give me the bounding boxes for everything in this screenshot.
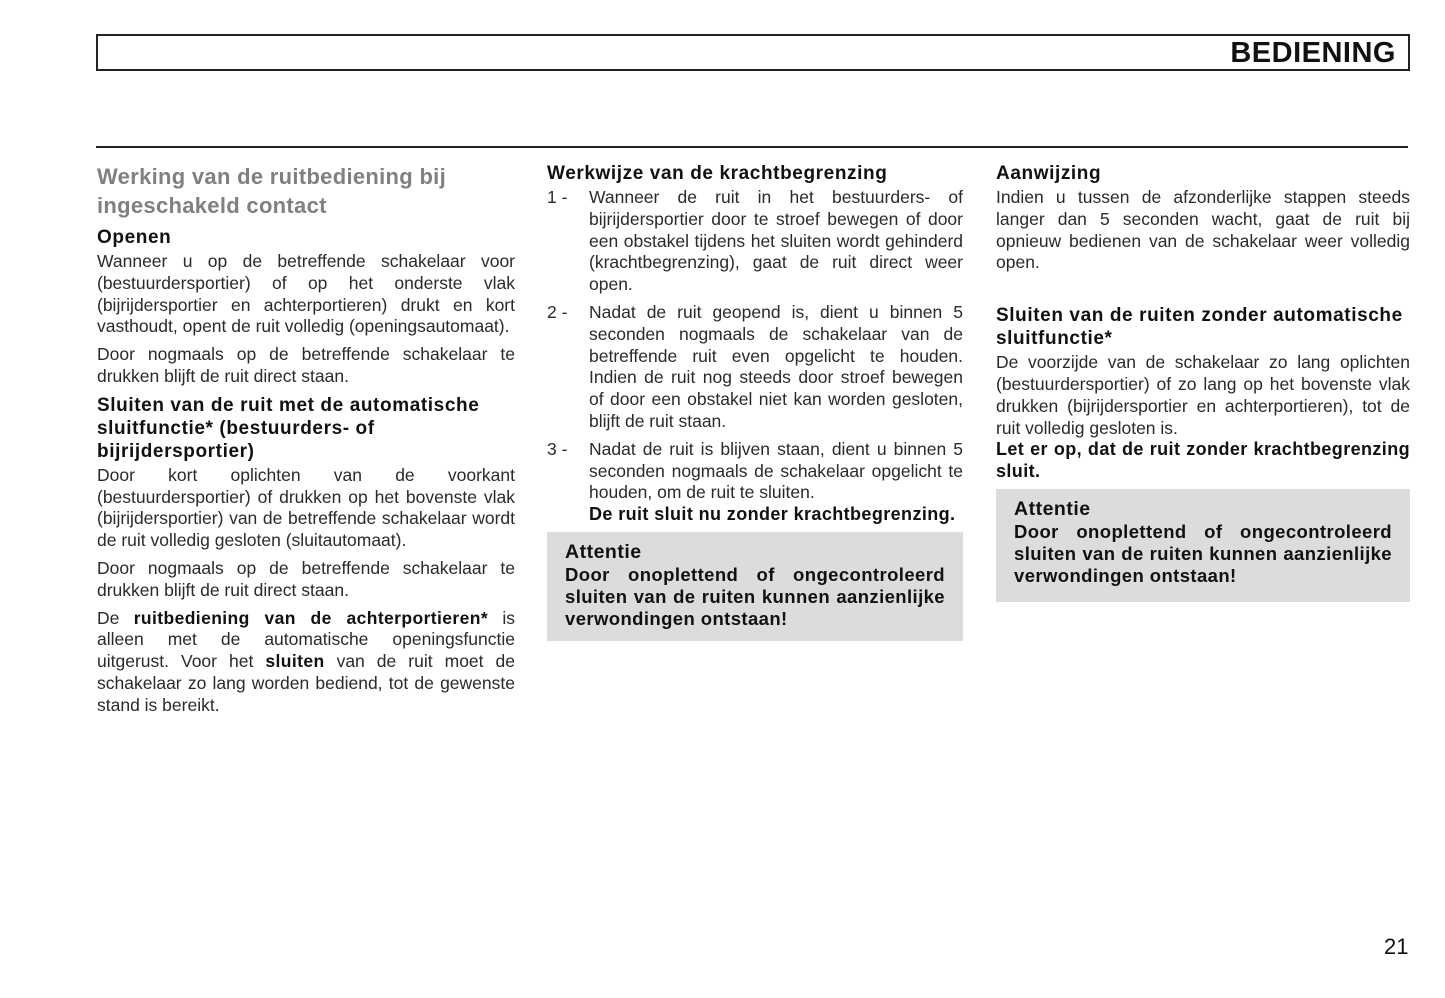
- list-item: [547, 439, 963, 526]
- openen-paragraph-1: Wanneer u op de betreffende schakelaar voor (bestuurdersportier) of op het onderste vlak (bijrijdersportier en achterportieren) drukt en kort vasthoudt, opent de ruit volledig (openingsautomaat).: [97, 251, 515, 337]
- page-number: 21: [1384, 934, 1409, 959]
- text-run: is alleen met de automatische openingsfunctie uitgerust. Voor het: [97, 607, 516, 672]
- attention-title: Attentie: [565, 540, 642, 563]
- bold-run: ruitbediening van de achterportieren*: [133, 607, 489, 628]
- step-number: 1 -: [547, 187, 568, 207]
- step-text: Nadat de ruit is blijven staan, dient u binnen 5 seconden nogmaals de schakelaar opgelicht te houden, om de ruit te sluiten.: [589, 438, 963, 503]
- section-title: Werking van de ruitbediening bij ingeschakeld contact: [97, 164, 447, 218]
- step-text: Nadat de ruit geopend is, dient u binnen 5 seconden nogmaals de schakelaar van de betreffende ruit even opgelicht te houden. Indien de ruit nog steeds door stroef bewegen of door een obstakel niet kan worden gesloten, blijft de ruit staan.: [589, 301, 963, 431]
- column-1: [97, 162, 515, 723]
- text-run: van de ruit moet de schakelaar zo lang worden bediend, tot de gewenste stand is bereikt.: [97, 651, 515, 715]
- divider: [96, 146, 1408, 148]
- step-number: 2 -: [547, 301, 568, 322]
- text-run: De: [97, 607, 134, 628]
- sluiten-manual-heading: Sluiten van de ruiten zonder automatische sluitfunctie*: [996, 305, 1403, 350]
- sluiten-paragraph-1: Door kort oplichten van de voorkant (bestuurdersportier) of drukken op het bovenste vlak (bijrijdersportier) van de betreffende schakelaar wordt de ruit volledig gesloten (sluitautomaat).: [97, 464, 515, 551]
- list-item: [547, 302, 963, 433]
- column-3: [996, 162, 1410, 602]
- sluiten-paragraph-2: Door nogmaals op de betreffende schakelaar te drukken blijft de ruit direct staan.: [97, 557, 515, 600]
- header-box: [96, 34, 1410, 71]
- step-number: 3 -: [547, 438, 568, 459]
- openen-heading: Openen: [97, 227, 172, 248]
- attention-text: Door onoplettend of ongecontroleerd sluiten van de ruiten kunnen aanzienlijke verwondingen ontstaan!: [1014, 520, 1392, 586]
- bold-run: sluiten: [265, 651, 325, 672]
- steps-list: [547, 187, 963, 526]
- step-body: [589, 439, 963, 526]
- attention-box: [547, 532, 963, 641]
- page-title: BEDIENING: [1230, 37, 1396, 69]
- sluiten-warning: Let er op, dat de ruit zonder krachtbegrenzing sluit.: [996, 439, 1410, 482]
- aanwijzing-paragraph: Indien u tussen de afzonderlijke stappen steeds langer dan 5 seconden wacht, gaat de ruit bij opnieuw bedienen van de schakelaar weer volledig open.: [996, 187, 1410, 273]
- list-item: [547, 187, 963, 296]
- step-text: Wanneer de ruit in het bestuurders- of bijrijdersportier door te stroef bewegen of door een obstakel tijdens het sluiten wordt gehinderd (krachtbegrenzing), gaat de ruit direct weer open.: [589, 187, 963, 295]
- openen-paragraph-2: Door nogmaals op de betreffende schakelaar te drukken blijft de ruit direct staan.: [97, 344, 515, 386]
- aanwijzing-heading: Aanwijzing: [996, 163, 1102, 184]
- attention-box: [996, 489, 1410, 602]
- sluiten-manual-paragraph: De voorzijde van de schakelaar zo lang oplichten (bestuurdersportier) of zo lang op het bovenste vlak drukken (bijrijdersportier en achterportieren), tot de ruit volledig gesloten is.: [996, 352, 1410, 438]
- column-2: [547, 162, 963, 641]
- achterportieren-paragraph: [97, 608, 515, 717]
- sluiten-auto-heading: Sluiten van de ruit met de automatische sluitfunctie* (bestuurders- of bijrijdersportier): [97, 394, 480, 462]
- krachtbegrenzing-heading: Werkwijze van de krachtbegrenzing: [547, 163, 888, 184]
- step-bold-note: De ruit sluit nu zonder krachtbegrenzing.: [589, 504, 956, 525]
- attention-title: Attentie: [1014, 497, 1091, 520]
- attention-text: Door onoplettend of ongecontroleerd sluiten van de ruiten kunnen aanzienlijke verwondingen ontstaan!: [565, 563, 945, 629]
